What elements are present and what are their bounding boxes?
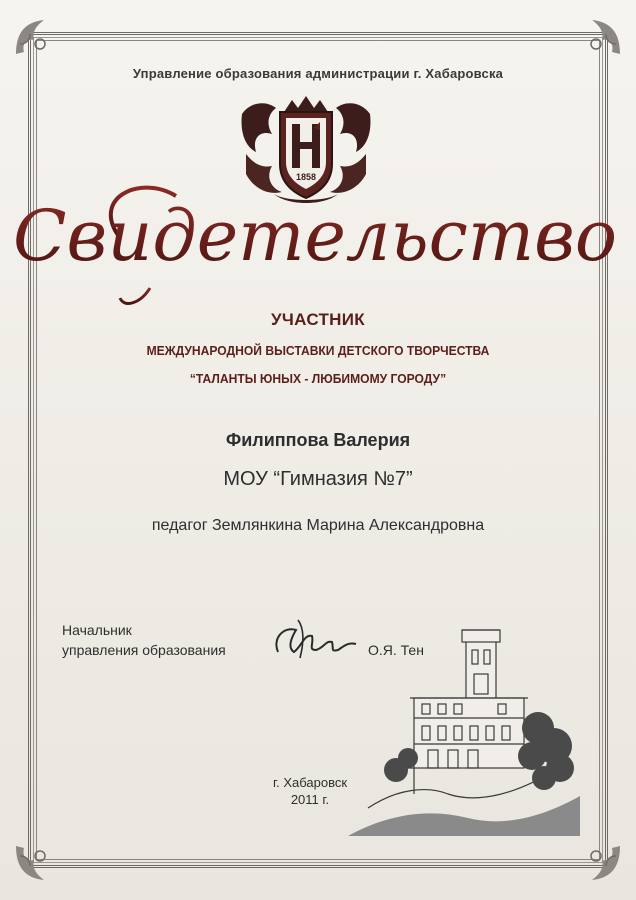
- title-script-text: Свидетельство: [12, 195, 618, 277]
- recipient-name: Филиппова Валерия: [225, 430, 411, 450]
- issue-year: 2011 г.: [290, 792, 330, 807]
- signer-position-line2: управления образования: [62, 642, 226, 658]
- crest-year: 1858: [295, 172, 317, 182]
- tower-building-illustration: [348, 618, 580, 836]
- corner-ornament-icon: [10, 14, 56, 60]
- issuer-line: Управление образования администрации г. Хабаровска: [132, 66, 504, 81]
- corner-ornament-icon: [10, 840, 56, 886]
- recipient-school: МОУ “Гимназия №7”: [223, 468, 413, 490]
- recipient-teacher: педагог Землянкина Марина Александровна: [151, 517, 485, 534]
- corner-ornament-icon: [580, 840, 626, 886]
- signer-name: О.Я. Тен: [368, 642, 424, 658]
- corner-ornament-icon: [580, 14, 626, 60]
- award-status: УЧАСТНИК: [271, 310, 365, 329]
- issue-city: г. Хабаровск: [272, 775, 348, 790]
- event-description: МЕЖДУНАРОДНОЙ ВЫСТАВКИ ДЕТСКОГО ТВОРЧЕСТВА: [146, 343, 490, 358]
- event-name: “ТАЛАНТЫ ЮНЫХ - ЛЮБИМОМУ ГОРОДУ”: [189, 371, 447, 386]
- signer-position-line1: Начальник: [62, 622, 132, 638]
- certificate-title: [12, 168, 618, 318]
